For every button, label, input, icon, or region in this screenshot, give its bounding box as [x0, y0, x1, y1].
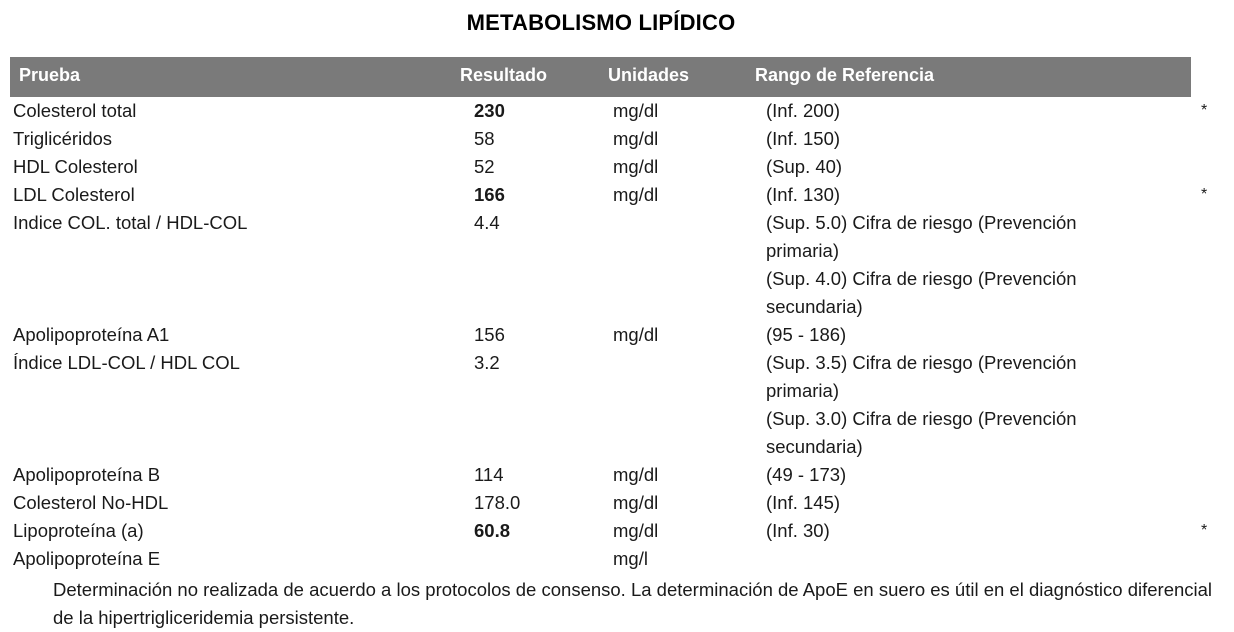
reference-range	[766, 125, 1166, 153]
result-value: 60.8	[474, 520, 511, 541]
table-row	[0, 489, 1234, 517]
table-row	[0, 209, 1234, 321]
test-name: Triglicéridos	[13, 128, 113, 149]
reference-range	[766, 97, 1166, 125]
reference-range-line: secundaria)	[766, 296, 863, 317]
test-name: HDL Colesterol	[13, 156, 138, 177]
table-row	[0, 321, 1234, 349]
reference-range-line: (Inf. 150)	[766, 128, 841, 149]
result-value: 166	[474, 184, 505, 205]
reference-range	[766, 153, 1166, 181]
test-name: Índice LDL-COL / HDL COL	[13, 352, 240, 373]
reference-range-line: primaria)	[766, 380, 839, 401]
results-table	[0, 97, 1234, 573]
out-of-range-flag: *	[1201, 102, 1208, 119]
report-title: METABOLISMO LIPÍDICO	[466, 10, 736, 35]
reference-range	[766, 321, 1166, 349]
apoe-note: Determinación no realizada de acuerdo a los protocolos de consenso. La determinación de ApoE en suero es útil en el diagnóstico diferencial de la hipertrigliceridemia persistente.	[53, 579, 1213, 628]
reference-range	[766, 461, 1166, 489]
units: mg/dl	[613, 492, 659, 513]
reference-range-line: (Sup. 40)	[766, 156, 843, 177]
out-of-range-flag: *	[1201, 522, 1208, 539]
reference-range-line: (Sup. 3.0) Cifra de riesgo (Prevención	[766, 408, 1077, 429]
units: mg/dl	[613, 324, 659, 345]
table-header	[10, 57, 1191, 97]
test-name: Apolipoproteína A1	[13, 324, 170, 345]
reference-range	[766, 349, 1166, 461]
reference-range-line: (Sup. 4.0) Cifra de riesgo (Prevención	[766, 268, 1077, 289]
units: mg/dl	[613, 464, 659, 485]
table-row	[0, 517, 1234, 545]
table-row	[0, 545, 1234, 573]
reference-range	[766, 489, 1166, 517]
test-name: Colesterol total	[13, 100, 137, 121]
result-value: 58	[474, 128, 495, 149]
reference-range-line: (Sup. 5.0) Cifra de riesgo (Prevención	[766, 212, 1077, 233]
reference-range-line: (Inf. 145)	[766, 492, 841, 513]
header-range: Rango de Referencia	[755, 65, 935, 85]
table-row	[0, 125, 1234, 153]
reference-range-line: (49 - 173)	[766, 464, 847, 485]
reference-range-line: (Inf. 30)	[766, 520, 830, 541]
units: mg/dl	[613, 128, 659, 149]
units: mg/dl	[613, 100, 659, 121]
test-name: Apolipoproteína E	[13, 548, 161, 569]
test-name: Colesterol No-HDL	[13, 492, 169, 513]
reference-range	[766, 517, 1166, 545]
test-name: Lipoproteína (a)	[13, 520, 144, 541]
units: mg/dl	[613, 520, 659, 541]
result-value: 4.4	[474, 212, 500, 233]
table-row	[0, 349, 1234, 461]
reference-range-line: secundaria)	[766, 436, 863, 457]
result-value: 52	[474, 156, 495, 177]
table-row	[0, 461, 1234, 489]
table-row	[0, 153, 1234, 181]
test-name: LDL Colesterol	[13, 184, 135, 205]
reference-range-line: (95 - 186)	[766, 324, 847, 345]
header-test: Prueba	[19, 65, 81, 85]
test-name: Indice COL. total / HDL-COL	[13, 212, 248, 233]
reference-range-line: (Inf. 130)	[766, 184, 841, 205]
reference-range	[766, 209, 1166, 321]
units: mg/dl	[613, 156, 659, 177]
units: mg/l	[613, 548, 648, 569]
result-value: 114	[474, 464, 504, 485]
header-result: Resultado	[460, 65, 548, 85]
table-row	[0, 97, 1234, 125]
result-value: 3.2	[474, 352, 500, 373]
units: mg/dl	[613, 184, 659, 205]
reference-range	[766, 181, 1166, 209]
table-row	[0, 181, 1234, 209]
header-units: Unidades	[608, 65, 690, 85]
reference-range-line: (Sup. 3.5) Cifra de riesgo (Prevención	[766, 352, 1077, 373]
result-value: 230	[474, 100, 505, 121]
reference-range-line: primaria)	[766, 240, 839, 261]
result-value: 156	[474, 324, 505, 345]
test-name: Apolipoproteína B	[13, 464, 161, 485]
result-value: 178.0	[474, 492, 521, 513]
out-of-range-flag: *	[1201, 186, 1208, 203]
reference-range-line: (Inf. 200)	[766, 100, 841, 121]
